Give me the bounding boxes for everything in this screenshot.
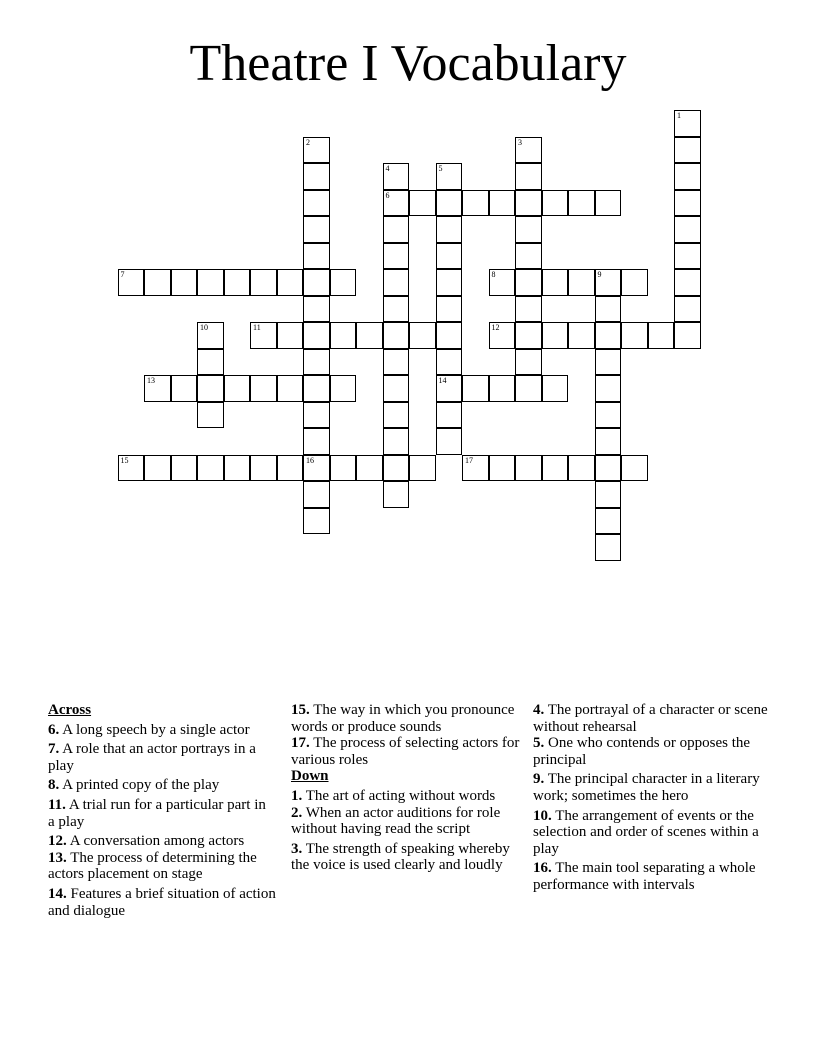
- grid-cell[interactable]: [595, 375, 622, 402]
- grid-cell[interactable]: [171, 269, 198, 296]
- grid-cell[interactable]: [383, 375, 410, 402]
- grid-cell[interactable]: [383, 481, 410, 508]
- grid-cell[interactable]: [171, 455, 198, 482]
- clue-number: 3.: [291, 840, 303, 857]
- grid-cell[interactable]: [595, 455, 622, 482]
- cell-number: 14: [438, 376, 447, 385]
- grid-cell[interactable]: [595, 349, 622, 376]
- grid-cell[interactable]: [674, 163, 701, 190]
- grid-cell[interactable]: [436, 190, 463, 217]
- grid-cell[interactable]: [356, 322, 383, 349]
- clue-text: A long speech by a single actor: [62, 721, 250, 738]
- grid-cell[interactable]: [197, 375, 224, 402]
- grid-cell[interactable]: [383, 455, 410, 482]
- grid-cell[interactable]: [356, 455, 383, 482]
- clue-text: The strength of speaking whereby the voice is used clearly and loudly: [291, 840, 510, 874]
- grid-cell[interactable]: [436, 269, 463, 296]
- cell-number: 12: [491, 323, 500, 332]
- grid-cell[interactable]: [383, 322, 410, 349]
- grid-cell[interactable]: [621, 269, 648, 296]
- clue-across-15: [291, 702, 523, 735]
- grid-cell[interactable]: [224, 269, 251, 296]
- grid-cell[interactable]: [674, 216, 701, 243]
- grid-cell[interactable]: [303, 243, 330, 270]
- grid-cell[interactable]: [330, 455, 357, 482]
- grid-cell[interactable]: [595, 322, 622, 349]
- grid-cell[interactable]: [436, 428, 463, 455]
- clue-number: 4.: [533, 702, 545, 718]
- clue-across-12: [48, 833, 276, 850]
- grid-cell[interactable]: [489, 190, 516, 217]
- grid-cell[interactable]: [489, 322, 516, 349]
- clue-text: One who contends or opposes the principal: [533, 735, 751, 768]
- cell-number: 3: [518, 137, 522, 147]
- grid-cell[interactable]: [436, 296, 463, 323]
- clue-text: The principal character in a literary work; sometimes the hero: [533, 771, 760, 804]
- grid-cell[interactable]: [303, 163, 330, 190]
- clue-number: 15.: [291, 702, 310, 718]
- clue-down-2: [291, 805, 523, 838]
- grid-cell[interactable]: [303, 455, 330, 482]
- clue-text: The arrangement of events or the selection and order of scenes within a play: [533, 807, 759, 857]
- grid-cell[interactable]: [515, 137, 542, 164]
- grid-cell[interactable]: [595, 508, 622, 535]
- clue-across-13: [48, 850, 276, 883]
- clue-number: 7.: [48, 741, 60, 758]
- grid-cell[interactable]: [542, 322, 569, 349]
- grid-cell[interactable]: [250, 455, 277, 482]
- cell-number: 9: [597, 270, 602, 279]
- grid-cell[interactable]: [515, 243, 542, 270]
- clue-number: 12.: [48, 833, 67, 850]
- clues-column-1: [48, 702, 276, 919]
- clue-down-4: [533, 702, 773, 735]
- cell-number: 8: [491, 270, 496, 279]
- grid-cell[interactable]: [595, 402, 622, 429]
- across-heading: Across: [48, 702, 92, 718]
- grid-cell[interactable]: [542, 375, 569, 402]
- clue-down-3: [291, 841, 523, 874]
- grid-cell[interactable]: [303, 137, 330, 164]
- grid-cell[interactable]: [144, 455, 171, 482]
- grid-cell[interactable]: [436, 402, 463, 429]
- grid-cell[interactable]: [330, 375, 357, 402]
- grid-cell[interactable]: [118, 269, 145, 296]
- clues-column-3: [533, 702, 773, 894]
- grid-cell[interactable]: [277, 269, 304, 296]
- grid-cell[interactable]: [515, 349, 542, 376]
- grid-cell[interactable]: [436, 349, 463, 376]
- grid-cell[interactable]: [118, 455, 145, 482]
- grid-cell[interactable]: [250, 322, 277, 349]
- grid-cell[interactable]: [674, 322, 701, 349]
- clue-text: The portrayal of a character or scene without rehearsal: [533, 702, 768, 735]
- grid-cell[interactable]: [303, 269, 330, 296]
- grid-cell[interactable]: [303, 296, 330, 323]
- grid-cell[interactable]: [515, 455, 542, 482]
- grid-cell[interactable]: [568, 455, 595, 482]
- grid-cell[interactable]: [303, 216, 330, 243]
- cell-number: 17: [465, 455, 473, 465]
- grid-cell[interactable]: [595, 428, 622, 455]
- grid-cell[interactable]: [436, 375, 463, 402]
- grid-cell[interactable]: [409, 190, 436, 217]
- grid-cell[interactable]: [303, 322, 330, 349]
- grid-cell[interactable]: [197, 269, 224, 296]
- grid-cell[interactable]: [409, 455, 436, 482]
- grid-cell[interactable]: [674, 243, 701, 270]
- grid-cell[interactable]: [303, 481, 330, 508]
- grid-cell[interactable]: [197, 349, 224, 376]
- grid-cell[interactable]: [489, 375, 516, 402]
- grid-cell[interactable]: [568, 322, 595, 349]
- grid-cell[interactable]: [383, 428, 410, 455]
- grid-cell[interactable]: [250, 375, 277, 402]
- grid-cell[interactable]: [383, 163, 410, 190]
- grid-cell[interactable]: [515, 296, 542, 323]
- clue-number: 1.: [291, 787, 303, 804]
- grid-cell[interactable]: [436, 216, 463, 243]
- clue-down-16: [533, 860, 773, 893]
- grid-cell[interactable]: [383, 269, 410, 296]
- grid-cell[interactable]: [303, 190, 330, 217]
- cell-number: 7: [120, 270, 125, 279]
- grid-cell[interactable]: [674, 137, 701, 164]
- grid-cell[interactable]: [224, 455, 251, 482]
- clue-across-6: [48, 722, 276, 739]
- grid-cell[interactable]: [383, 216, 410, 243]
- cell-number: 15: [120, 455, 129, 465]
- grid-cell[interactable]: [542, 190, 569, 217]
- grid-cell[interactable]: [436, 322, 463, 349]
- grid-cell[interactable]: [595, 296, 622, 323]
- clue-number: 8.: [48, 777, 60, 794]
- grid-cell[interactable]: [303, 375, 330, 402]
- grid-cell[interactable]: [515, 216, 542, 243]
- grid-cell[interactable]: [568, 190, 595, 217]
- grid-cell[interactable]: [436, 243, 463, 270]
- grid-cell[interactable]: [489, 455, 516, 482]
- clue-text: The way in which you pronounce words or produce sounds: [291, 702, 515, 735]
- grid-cell[interactable]: [621, 455, 648, 482]
- grid-cell[interactable]: [144, 375, 171, 402]
- clue-across-7: [48, 741, 276, 774]
- grid-cell[interactable]: [277, 375, 304, 402]
- clue-number: 2.: [291, 804, 303, 821]
- grid-cell[interactable]: [383, 243, 410, 270]
- clue-number: 16.: [533, 860, 552, 877]
- clue-number: 13.: [48, 849, 67, 866]
- grid-cell[interactable]: [277, 455, 304, 482]
- grid-cell[interactable]: [674, 190, 701, 217]
- cell-number: 11: [253, 323, 261, 332]
- grid-cell[interactable]: [383, 190, 410, 217]
- clue-down-5: [533, 735, 773, 768]
- grid-cell[interactable]: [674, 296, 701, 323]
- grid-cell[interactable]: [595, 481, 622, 508]
- cell-number: 4: [385, 164, 390, 173]
- grid-cell[interactable]: [171, 375, 198, 402]
- grid-cell[interactable]: [303, 349, 330, 376]
- grid-cell[interactable]: [674, 269, 701, 296]
- clue-across-11: [48, 797, 276, 830]
- grid-cell[interactable]: [197, 402, 224, 429]
- grid-cell[interactable]: [330, 269, 357, 296]
- grid-cell[interactable]: [197, 455, 224, 482]
- grid-cell[interactable]: [621, 322, 648, 349]
- grid-cell[interactable]: [568, 269, 595, 296]
- grid-cell[interactable]: [224, 375, 251, 402]
- grid-cell[interactable]: [303, 508, 330, 535]
- grid-cell[interactable]: [409, 322, 436, 349]
- grid-cell[interactable]: [674, 110, 701, 137]
- clue-across-17: [291, 735, 523, 768]
- cell-number: 16: [306, 455, 314, 465]
- clue-text: Features a brief situation of action and dialogue: [48, 885, 276, 919]
- clue-text: When an actor auditions for role without having read the script: [291, 804, 501, 838]
- clues-column-2: [291, 702, 523, 874]
- clue-text: A conversation among actors: [69, 833, 245, 850]
- grid-cell[interactable]: [462, 375, 489, 402]
- grid-cell[interactable]: [303, 428, 330, 455]
- grid-cell[interactable]: [462, 455, 489, 482]
- grid-cell[interactable]: [542, 269, 569, 296]
- clue-down-1: [291, 788, 523, 805]
- cell-number: 13: [147, 376, 155, 385]
- cell-number: 10: [200, 323, 208, 332]
- grid-cell[interactable]: [648, 322, 675, 349]
- clue-text: The process of determining the actors placement on stage: [48, 849, 257, 883]
- grid-cell[interactable]: [277, 322, 304, 349]
- grid-cell[interactable]: [515, 322, 542, 349]
- grid-cell[interactable]: [462, 190, 489, 217]
- grid-cell[interactable]: [595, 190, 622, 217]
- grid-cell[interactable]: [515, 163, 542, 190]
- clue-number: 9.: [533, 771, 545, 788]
- cell-number: 6: [385, 190, 390, 200]
- grid-cell[interactable]: [489, 269, 516, 296]
- grid-cell[interactable]: [542, 455, 569, 482]
- clue-number: 11.: [48, 796, 66, 813]
- clue-number: 10.: [533, 807, 552, 824]
- clue-number: 6.: [48, 721, 60, 738]
- grid-cell[interactable]: [595, 534, 622, 561]
- grid-cell[interactable]: [436, 163, 463, 190]
- grid-cell[interactable]: [330, 322, 357, 349]
- clue-text: A printed copy of the play: [62, 777, 220, 794]
- grid-cell[interactable]: [144, 269, 171, 296]
- down-heading: Down: [291, 768, 329, 785]
- grid-cell[interactable]: [383, 402, 410, 429]
- grid-cell[interactable]: [383, 349, 410, 376]
- grid-cell[interactable]: [197, 322, 224, 349]
- grid-cell[interactable]: [595, 269, 622, 296]
- cell-number: 1: [677, 111, 681, 120]
- clue-across-14: [48, 886, 276, 919]
- clue-text: The main tool separating a whole performance with intervals: [533, 860, 756, 893]
- clue-down-9: [533, 771, 773, 804]
- clue-text: A trial run for a particular part in a play: [48, 796, 266, 830]
- grid-cell[interactable]: [303, 402, 330, 429]
- grid-cell[interactable]: [515, 190, 542, 217]
- cell-number: 2: [306, 137, 310, 147]
- cell-number: 5: [438, 164, 443, 173]
- grid-cell[interactable]: [383, 296, 410, 323]
- clue-number: 14.: [48, 885, 67, 902]
- clue-number: 17.: [291, 735, 310, 752]
- clue-number: 5.: [533, 735, 545, 752]
- clue-down-10: [533, 808, 773, 858]
- page-title: Theatre I Vocabulary: [189, 35, 627, 92]
- grid-cell[interactable]: [515, 375, 542, 402]
- clue-text: A role that an actor portrays in a play: [48, 741, 256, 774]
- clue-across-8: [48, 777, 276, 794]
- clue-text: The process of selecting actors for various roles: [291, 735, 520, 768]
- grid-cell[interactable]: [250, 269, 277, 296]
- clue-text: The art of acting without words: [305, 787, 496, 804]
- grid-cell[interactable]: [515, 269, 542, 296]
